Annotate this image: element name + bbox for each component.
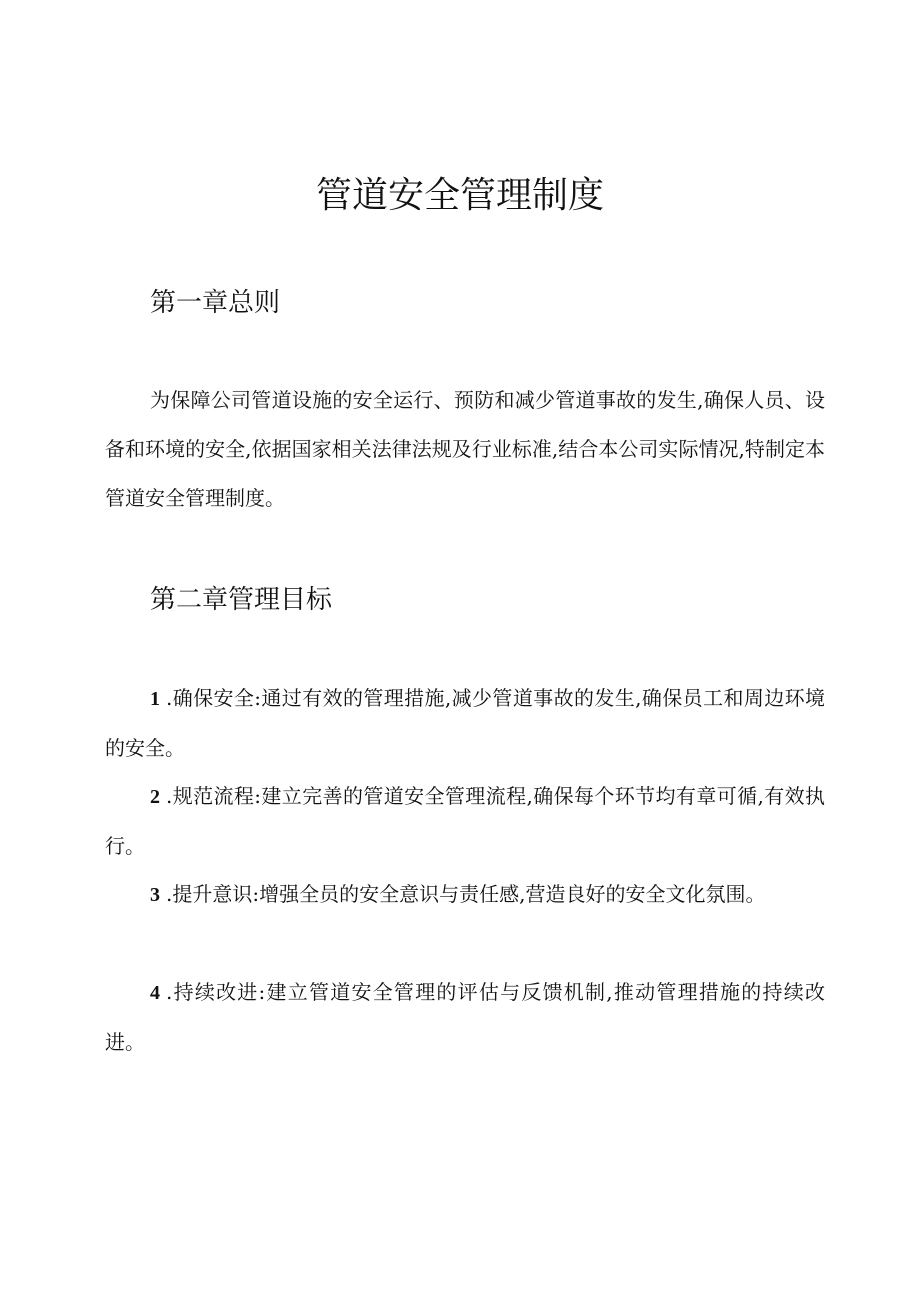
goal-item-number: 4 (150, 982, 160, 1004)
document-title: 管道安全管理制度 (315, 175, 604, 216)
goal-item-text: .提升意识:增强全员的安全意识与责任感,营造良好的安全文化氛围。 (166, 882, 766, 906)
chapter-1-paragraph: 为保障公司管道设施的安全运行、预防和减少管道事故的发生,确保人员、设备和环境的安全,依据国家相关法律法规及行业标准,结合本公司实际情况,特制定本管道安全管理制度。 (105, 388, 825, 510)
goal-item-number: 2 (150, 786, 160, 808)
goal-item-text: .规范流程:建立完善的管道安全管理流程,确保每个环节均有章可循,有效执行。 (105, 784, 825, 858)
goal-item-number: 1 (150, 688, 160, 710)
chapter-2-heading: 第二章管理目标 (150, 585, 333, 615)
goal-item-1 (105, 674, 825, 773)
goal-item-number: 3 (150, 884, 160, 906)
chapter-1-heading: 第一章总则 (150, 288, 281, 318)
goal-item-text: .持续改进:建立管道安全管理的评估与反馈机制,推动管理措施的持续改进。 (105, 980, 825, 1054)
goal-item-4 (105, 968, 825, 1067)
goal-item-2 (105, 772, 825, 871)
goal-item-text: .确保安全:通过有效的管理措施,减少管道事故的发生,确保员工和周边环境的安全。 (105, 686, 825, 760)
goal-item-3 (105, 870, 825, 920)
